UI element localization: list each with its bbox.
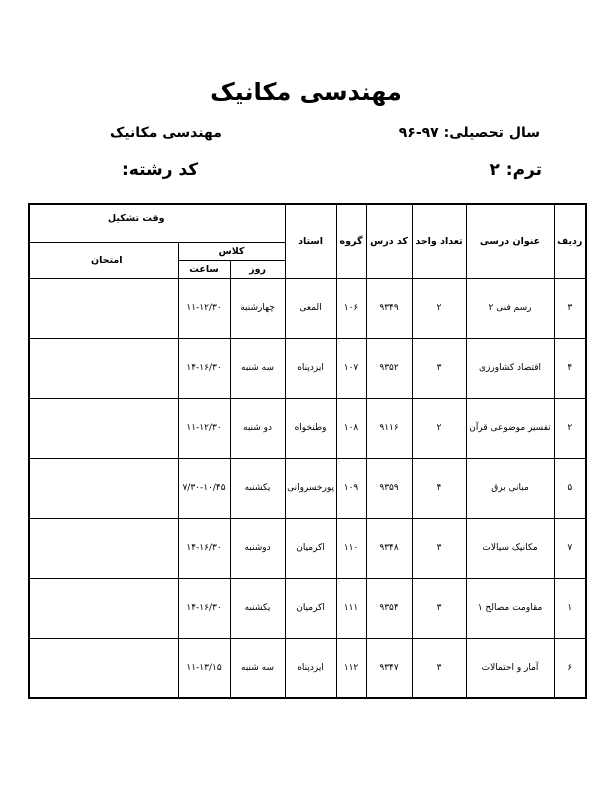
cell-course-code: ۹۳۵۲ — [366, 338, 412, 398]
major-name: مهندسی مکانیک — [110, 125, 222, 141]
cell-units: ۲ — [412, 278, 466, 338]
cell-instructor: وطنخواه — [285, 398, 336, 458]
header-course-code: کد درس — [366, 204, 412, 278]
cell-course-title: اقتصاد کشاورزی — [466, 338, 554, 398]
cell-exam — [29, 338, 178, 398]
cell-course-title: مبانی برق — [466, 458, 554, 518]
header-group: گروه — [336, 204, 366, 278]
table-row — [29, 278, 586, 338]
cell-exam — [29, 578, 178, 638]
cell-units: ۳ — [412, 338, 466, 398]
cell-day: چهارشنبه — [230, 278, 285, 338]
cell-group: ۱۰۶ — [336, 278, 366, 338]
cell-instructor: اکرمیان — [285, 518, 336, 578]
cell-time: ۱۴-۱۶/۳۰ — [178, 578, 230, 638]
cell-day: دو شنبه — [230, 398, 285, 458]
cell-units: ۳ — [412, 638, 466, 698]
page-title: مهندسی مکانیک — [210, 78, 402, 106]
cell-day: سه شنبه — [230, 338, 285, 398]
cell-row-no: ۳ — [554, 278, 586, 338]
cell-instructor: اکرمیان — [285, 578, 336, 638]
cell-time: ۱۴-۱۶/۳۰ — [178, 338, 230, 398]
cell-group: ۱۰۷ — [336, 338, 366, 398]
field-code-label: کد رشته: — [122, 160, 199, 180]
table-row — [29, 578, 586, 638]
cell-day: یکشنبه — [230, 578, 285, 638]
header-units: تعداد واحد — [412, 204, 466, 278]
cell-instructor: ایزدپناه — [285, 338, 336, 398]
header-course-title: عنوان درسی — [466, 204, 554, 278]
table-row — [29, 458, 586, 518]
cell-course-code: ۹۳۴۷ — [366, 638, 412, 698]
table-row — [29, 638, 586, 698]
cell-time: ۱۱-۱۳/۱۵ — [178, 638, 230, 698]
cell-units: ۳ — [412, 578, 466, 638]
cell-course-title: رسم فنی ۲ — [466, 278, 554, 338]
cell-units: ۴ — [412, 458, 466, 518]
cell-course-title: تفسیر موضوعی قرآن — [466, 398, 554, 458]
header-instructor: استاد — [285, 204, 336, 278]
cell-course-code: ۹۱۱۶ — [366, 398, 412, 458]
cell-group: ۱۱۰ — [336, 518, 366, 578]
cell-time: ۱۴-۱۶/۳۰ — [178, 518, 230, 578]
table-row — [29, 338, 586, 398]
header-class: کلاس — [178, 242, 285, 260]
header-row-no: ردیف — [554, 204, 586, 278]
cell-group: ۱۰۹ — [336, 458, 366, 518]
cell-exam — [29, 278, 178, 338]
cell-day: دوشنبه — [230, 518, 285, 578]
cell-row-no: ۷ — [554, 518, 586, 578]
cell-day: یکشنبه — [230, 458, 285, 518]
table-row — [29, 518, 586, 578]
cell-group: ۱۱۲ — [336, 638, 366, 698]
cell-time: ۱۱-۱۲/۳۰ — [178, 278, 230, 338]
cell-row-no: ۶ — [554, 638, 586, 698]
cell-exam — [29, 458, 178, 518]
cell-course-code: ۹۳۵۴ — [366, 578, 412, 638]
header-time: ساعت — [178, 260, 230, 278]
cell-course-title: آمار و احتمالات — [466, 638, 554, 698]
header-exam: امتحان — [29, 242, 178, 278]
cell-time: ۷/۳۰-۱۰/۴۵ — [178, 458, 230, 518]
cell-course-title: مکانیک سیالات — [466, 518, 554, 578]
table-row — [29, 398, 586, 458]
cell-time: ۱۱-۱۲/۳۰ — [178, 398, 230, 458]
cell-exam — [29, 398, 178, 458]
cell-row-no: ۵ — [554, 458, 586, 518]
course-schedule-table — [28, 203, 587, 699]
cell-row-no: ۴ — [554, 338, 586, 398]
cell-units: ۲ — [412, 398, 466, 458]
cell-course-code: ۹۳۴۹ — [366, 278, 412, 338]
cell-exam — [29, 638, 178, 698]
cell-day: سه شنبه — [230, 638, 285, 698]
cell-units: ۳ — [412, 518, 466, 578]
header-day: روز — [230, 260, 285, 278]
header-schedule: وقت تشکیل — [29, 204, 285, 242]
cell-group: ۱۱۱ — [336, 578, 366, 638]
cell-course-title: مقاومت مصالح ۱ — [466, 578, 554, 638]
cell-group: ۱۰۸ — [336, 398, 366, 458]
cell-row-no: ۲ — [554, 398, 586, 458]
cell-instructor: المعی — [285, 278, 336, 338]
cell-course-code: ۹۳۵۹ — [366, 458, 412, 518]
cell-instructor: پورخسروانی — [285, 458, 336, 518]
cell-exam — [29, 518, 178, 578]
cell-row-no: ۱ — [554, 578, 586, 638]
cell-course-code: ۹۳۴۸ — [366, 518, 412, 578]
term-label: ترم: ۲ — [489, 160, 542, 180]
cell-instructor: ایزدپناه — [285, 638, 336, 698]
academic-year: سال تحصیلی: ۹۷-۹۶ — [398, 125, 540, 141]
